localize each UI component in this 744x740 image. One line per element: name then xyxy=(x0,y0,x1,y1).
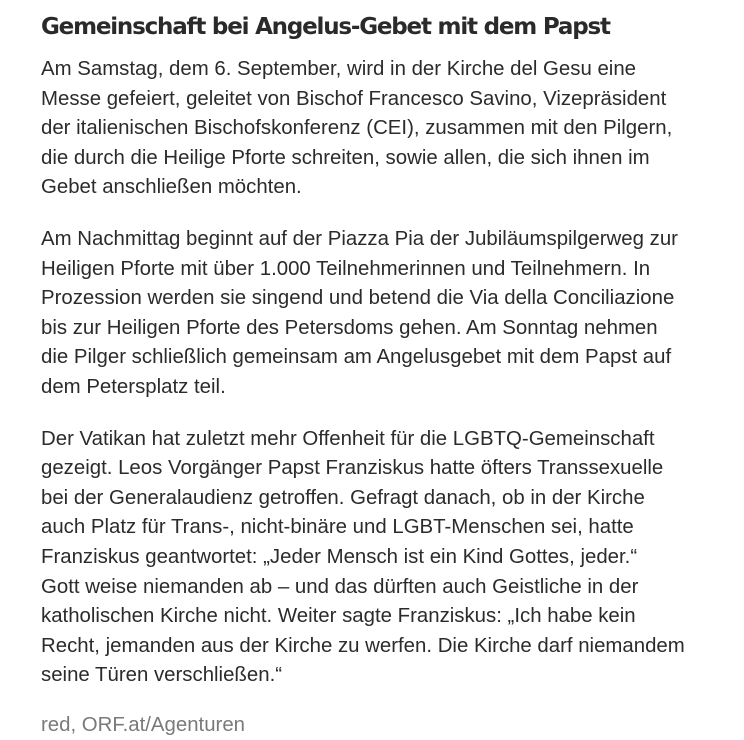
paragraph-line: auch Platz für Trans-, nicht-binäre und LGBT-Menschen sei, hatte xyxy=(41,516,634,539)
paragraph-line: Prozession werden sie singend und betend die Via della Conciliazione xyxy=(41,287,675,310)
paragraph-line: Messe gefeiert, geleitet von Bischof Francesco Savino, Vizepräsident xyxy=(41,87,667,110)
article-paragraph-3 xyxy=(41,425,736,691)
paragraph-line: gezeigt. Leos Vorgänger Papst Franziskus hatte öfters Transsexuelle xyxy=(41,457,664,480)
paragraph-line: die Pilger schließlich gemeinsam am Angelusgebet mit dem Papst auf xyxy=(41,346,672,369)
paragraph-line: Recht, jemanden aus der Kirche zu werfen. Die Kirche darf niemandem xyxy=(41,634,685,657)
article-heading: Gemeinschaft bei Angelus-Gebet mit dem Papst xyxy=(41,14,610,40)
paragraph-line: Heiligen Pforte mit über 1.000 Teilnehmerinnen und Teilnehmern. In xyxy=(41,257,651,280)
paragraph-line: Franziskus geantwortet: „Jeder Mensch ist ein Kind Gottes, jeder.“ xyxy=(41,545,638,568)
paragraph-line: katholischen Kirche nicht. Weiter sagte Franziskus: „Ich habe kein xyxy=(41,605,636,628)
paragraph-line: Der Vatikan hat zuletzt mehr Offenheit für die LGBTQ-Gemeinschaft xyxy=(41,427,655,450)
article xyxy=(41,10,736,740)
paragraph-line: der italienischen Bischofskonferenz (CEI), zusammen mit den Pilgern, xyxy=(41,117,673,140)
paragraph-line: Am Nachmittag beginnt auf der Piazza Pia der Jubiläumspilgerweg zur xyxy=(41,227,678,250)
paragraph-line: seine Türen verschließen.“ xyxy=(41,664,283,687)
paragraph-line: Gebet anschließen möchten. xyxy=(41,176,302,199)
paragraph-line: bei der Generalaudienz getroffen. Gefragt danach, ob in der Kirche xyxy=(41,486,645,509)
paragraph-line: dem Petersplatz teil. xyxy=(41,375,226,398)
paragraph-line: bis zur Heiligen Pforte des Petersdoms gehen. Am Sonntag nehmen xyxy=(41,316,658,339)
paragraph-line: Am Samstag, dem 6. September, wird in der Kirche del Gesu eine xyxy=(41,58,637,80)
article-paragraph-1 xyxy=(41,55,736,203)
article-source: red, ORF.at/Agenturen xyxy=(41,713,246,736)
article-paragraph-2 xyxy=(41,225,736,403)
paragraph-line: die durch die Heilige Pforte schreiten, sowie allen, die sich ihnen im xyxy=(41,146,650,169)
paragraph-line: Gott weise niemanden ab – und das dürften auch Geistliche in der xyxy=(41,575,639,598)
